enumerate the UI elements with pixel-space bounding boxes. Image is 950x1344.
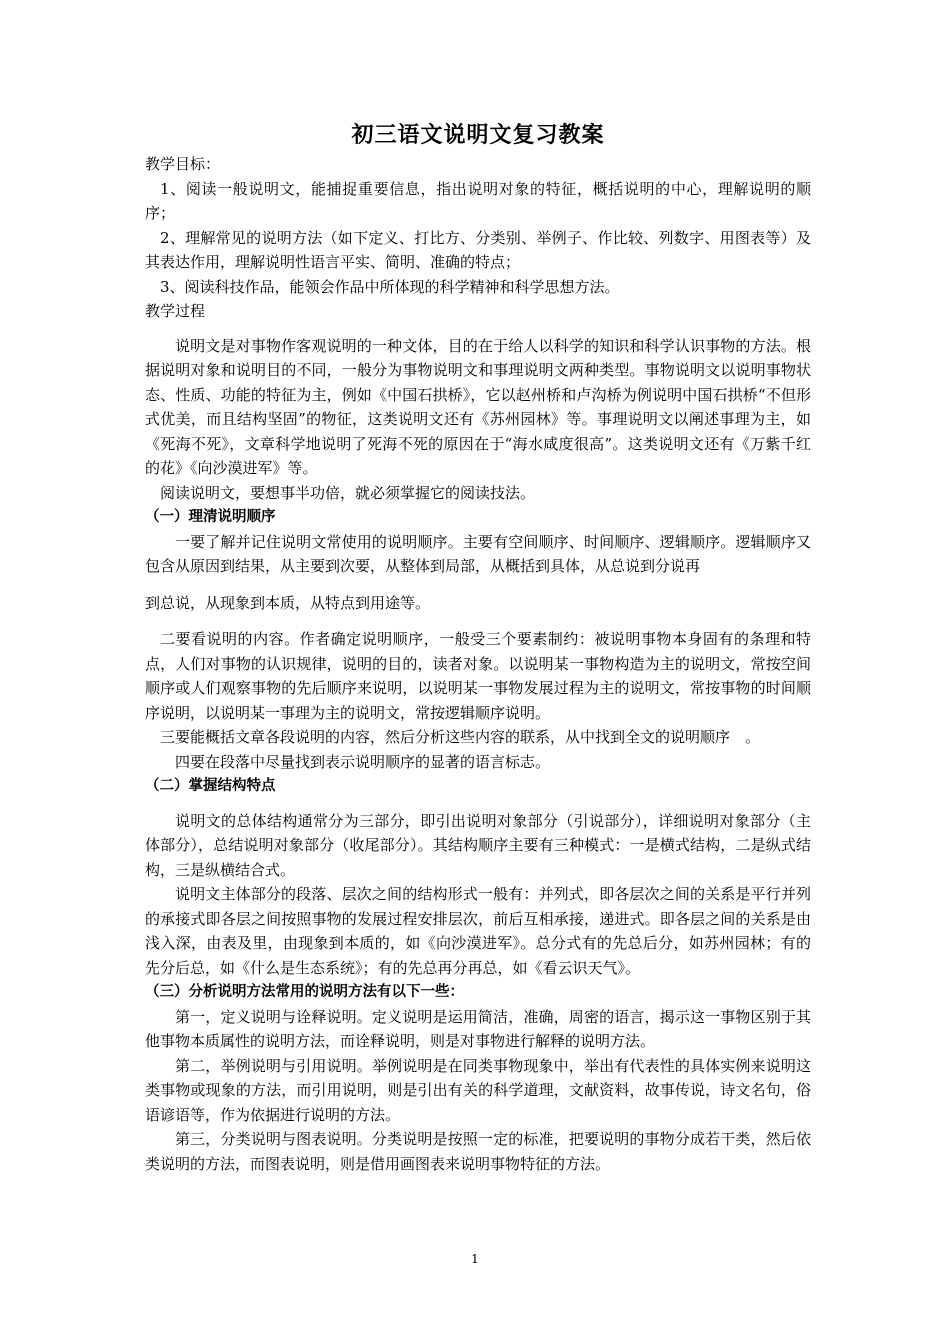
section-paragraph: 到总说，从现象到本质，从特点到用途等。 (145, 593, 431, 612)
goal-item: 2、理解常见的说明方法（如下定义、打比方、分类别、举例子、作比较、列数字、用图表等）及其表达作用，理解说明性语言平实、简明、准确的特点； (145, 228, 811, 271)
document-body (145, 118, 811, 1176)
section-paragraph: 第二，举例说明与引用说明。举例说明是在同类事物现象中，举出有代表性的具体实例来说明这类事物或现象的方法，而引用说明，则是引出有关的科学道理，文献资料，故事传说，诗文名句，俗语谚语等，作为依据进行说明的方法。 (145, 1056, 811, 1124)
section-paragraph: 四要在段落中尽量找到表示说明顺序的显著的语言标志。 (175, 752, 551, 771)
intro-paragraph-2: 阅读说明文，要想事半功倍，就必须掌握它的阅读技法。 (160, 483, 536, 502)
document-title: 初三语文说明文复习教案 (351, 122, 605, 148)
goal-item: 1、阅读一般说明文，能捕捉重要信息，指出说明对象的特征，概括说明的中心，理解说明的顺序； (145, 179, 811, 222)
section-paragraph: 第一，定义说明与诠释说明。定义说明是运用简洁，准确，周密的语言，揭示这一事物区别于其他事物本质属性的说明方法，而诠释说明，则是对事物进行解释的说明方法。 (145, 1007, 811, 1050)
section-heading: （一）理清说明顺序 (145, 509, 276, 525)
section-heading: （二）掌握结构特点 (145, 778, 276, 794)
section-paragraph: 说明文的总体结构通常分为三部分，即引出说明对象部分（引说部分），详细说明对象部分（主体部分），总结说明对象部分（收尾部分）。其结构顺序主要有三种模式：一是横式结构，二是纵式结构，三是纵横结合式。 (145, 811, 811, 879)
section-heading: （三）分析说明方法常用的说明方法有以下一些： (145, 984, 464, 1000)
section-paragraph: 二要看说明的内容。作者确定说明顺序，一般受三个要素制约：被说明事物本身固有的条理和特点，人们对事物的认识规律，说明的目的，读者对象。以说明某一事物构造为主的说明文，常按空间顺序或人们观察事物的先后顺序来说明，以说明某一事物发展过程为主的说明文，常按事物的时间顺序说明，以说明某一事理为主的说明文，常按逻辑顺序说明。 (145, 630, 811, 722)
intro-paragraph: 说明文是对事物作客观说明的一种文体，目的在于给人以科学的知识和科学认识事物的方法。根据说明对象和说明目的不同，一般分为事物说明文和事理说明文两种类型。事物说明文以说明事物状态、性质、功能的特征为主，例如《中国石拱桥》，它以赵州桥和卢沟桥为例说明中国石拱桥“不但形式优美，而且结构坚固”的物征，这类说明文还有《苏州园林》等。事理说明文以阐述事理为主，如《死海不死》，文章科学地说明了死海不死的原因在于“海水咸度很高”。这类说明文还有《万紫千红的花》《向沙漠进军》等。 (145, 336, 811, 477)
goal-item: 3、阅读科技作品，能领会作品中所体现的科学精神和科学思想方法。 (160, 277, 620, 296)
section-paragraph: 说明文主体部分的段落、层次之间的结构形式一般有：并列式，即各层次之间的关系是平行并列的承接式即各层之间按照事物的发展过程安排层次，前后互相承接，递进式。即各层之间的关系是由浅入深，由表及里，由现象到本质的，如《向沙漠进军》。总分式有的先总后分，如苏州园林；有的先分后总，如《什么是生态系统》；有的先总再分再总，如《看云识天气》。 (145, 885, 811, 977)
section-paragraph: 一要了解并记住说明文常使用的说明顺序。主要有空间顺序、时间顺序、逻辑顺序。逻辑顺序又包含从原因到结果，从主要到次要，从整体到局部，从概括到具体，从总说到分说再 (145, 532, 811, 575)
page-number: 1 (471, 1252, 479, 1266)
process-heading: 教学过程 (145, 302, 206, 320)
goals-heading: 教学目标： (145, 155, 221, 173)
section-paragraph: 第三，分类说明与图表说明。分类说明是按照一定的标准，把要说明的事物分成若干类，然后依类说明的方法，而图表说明，则是借用画图表来说明事物特征的方法。 (145, 1130, 811, 1173)
section-paragraph: 三要能概括文章各段说明的内容，然后分析这些内容的联系，从中找到全文的说明顺序 。 (160, 728, 761, 746)
